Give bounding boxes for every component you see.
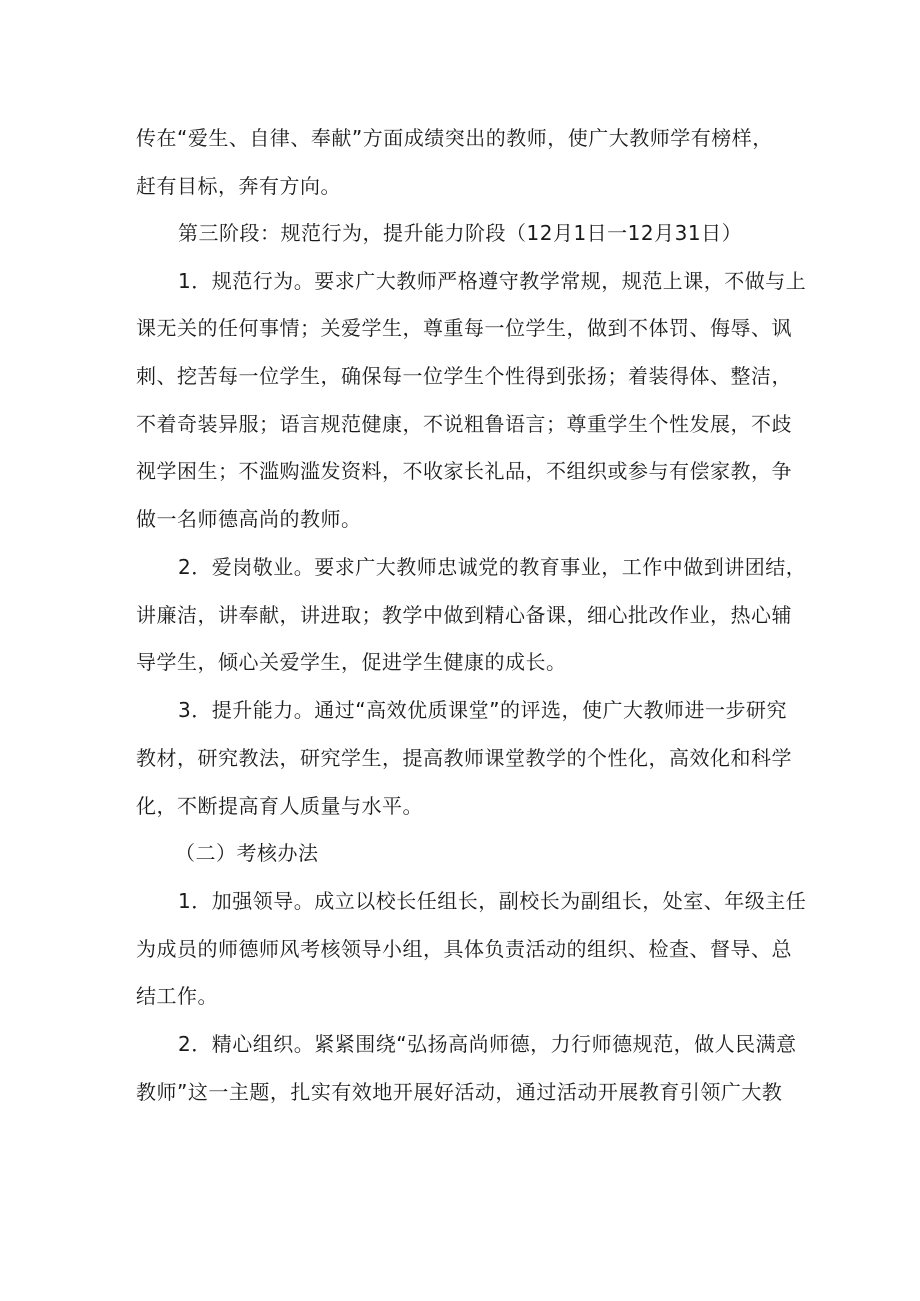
text-line: 讲廉洁，讲奉献，讲进取；教学中做到精心备课，细心批改作业，热心辅 <box>136 603 792 627</box>
text-line: 2．精心组织。紧紧围绕“弘扬高尚师德，力行师德规范，做人民满意 <box>178 1032 797 1056</box>
text-line: 视学困生；不滥购滥发资料，不收家长礼品，不组织或参与有偿家教，争 <box>136 459 792 483</box>
text-line: 做一名师德高尚的教师。 <box>136 507 362 531</box>
text-line: 结工作。 <box>136 984 218 1008</box>
text-line: 1．加强领导。成立以校长任组长，副校长为副组长，处室、年级主任 <box>178 889 807 913</box>
text-line: 导学生，倾心关爱学生，促进学生健康的成长。 <box>136 650 567 674</box>
section-heading: （二）考核办法 <box>175 841 319 865</box>
text-line: 不着奇装异服；语言规范健康，不说粗鲁语言；尊重学生个性发展，不歧 <box>136 412 792 436</box>
text-line: 化，不断提高育人质量与水平。 <box>136 794 423 818</box>
section-heading: 第三阶段：规范行为，提升能力阶段（12月1日一12月31日） <box>178 221 743 245</box>
text-line: 传在“爱生、自律、奉献”方面成绩突出的教师，使广大教师学有榜样， <box>136 126 773 150</box>
text-line: 刺、挖苦每一位学生，确保每一位学生个性得到张扬；着装得体、整洁， <box>136 364 792 388</box>
text-line: 教材，研究教法，研究学生，提高教师课堂教学的个性化，高效化和科学 <box>136 746 792 770</box>
text-line: 为成员的师德师风考核领导小组，具体负责活动的组织、检查、督导、总 <box>136 937 792 961</box>
text-line: 3．提升能力。通过“高效优质课堂”的评选，使广大教师进一步研究 <box>178 698 787 722</box>
text-line: 赶有目标，奔有方向。 <box>136 174 341 198</box>
text-line: 课无关的任何事情；关爱学生，尊重每一位学生，做到不体罚、侮辱、讽 <box>136 316 792 340</box>
text-line: 1．规范行为。要求广大教师严格遵守教学常规，规范上课，不做与上 <box>178 269 807 293</box>
text-line: 2．爱岗敬业。要求广大教师忠诚党的教育事业，工作中做到讲团结， <box>178 555 807 579</box>
text-line: 教师”这一主题，扎实有效地开展好活动，通过活动开展教育引领广大教 <box>136 1080 783 1104</box>
